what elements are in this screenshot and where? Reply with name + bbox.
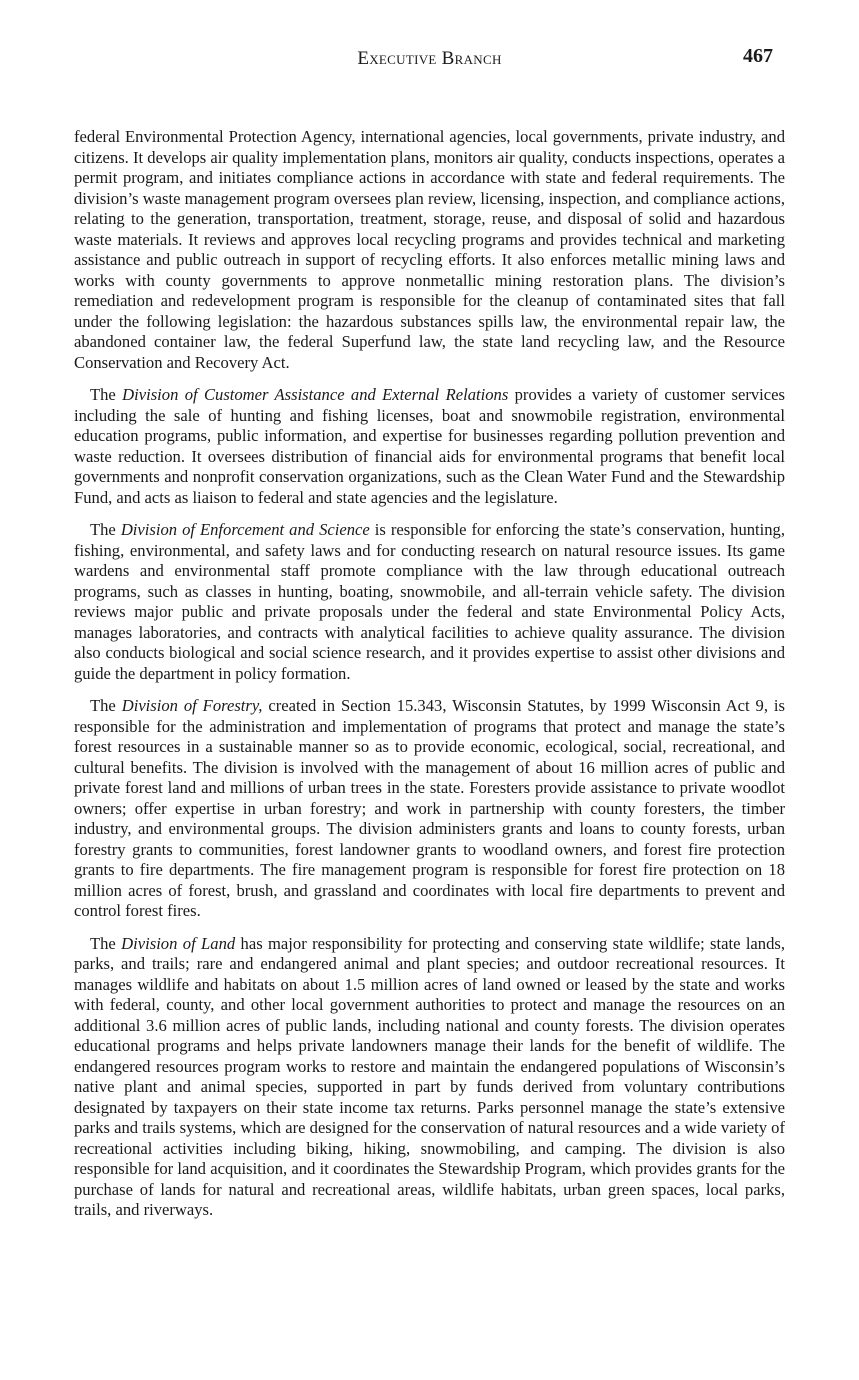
body-text [74,127,785,1233]
paragraph-text: created in Section 15.343, Wisconsin Statutes, by 1999 Wisconsin Act 9, is responsible for the administration and implementation of programs that protect and manage the state’s forest resources in a sustainable manner so as to provide economic, ecological, social, recreational, and cultural benefits. The division is involved with the management of about 16 million acres of public and private forest land and millions of urban trees in the state. Foresters provide assistance to private woodlot owners; offer expertise in urban forestry; and work in partnership with county foresters, the timber industry, and environmental groups. The division administers grants and loans to county forests, urban forestry grants to communities, forest landowner grants to woodland owners, and forest fire protection grants to fire departments. The fire management program is responsible for forest fire protection on 18 million acres of forest, brush, and grassland and coordinates with local fire departments to prevent and control forest fires. [74,696,785,920]
paragraph-lead: The [90,696,122,715]
paragraph-lead: The [90,520,121,539]
division-name: Division of Enforcement and Science [120,520,370,539]
paragraph-text: is responsible for enforcing the state’s conservation, hunting, fishing, environmental, and safety laws and for conducting research on natural resource issues. Its game wardens and environmental staff promote compliance with the law through educational outreach programs, such as classes in hunting, boating, snowmobile, and all-terrain vehicle safety. The division reviews major public and private proposals under the federal and state Environmental Policy Acts, manages laboratories, and contracts with analytical facilities to achieve quality assurance. The division also conducts biological and social science research, and it provides expertise to assist other divisions and guide the department in policy formation. [74,520,786,683]
paragraph-lead: The [90,385,123,404]
running-head [0,45,859,72]
paragraph-text: provides a variety of customer services including the sale of hunting and fishing licenses, boat and snowmobile registration, environmental education programs, public information, and expertise for businesses regarding pollution prevention and waste reduction. It oversees distribution of financial aids for environmental programs that benefit local governments and nonprofit conservation organizations, such as the Clean Water Fund and the Stewardship Fund, and acts as liaison to federal and state agencies and the legislature. [74,385,785,507]
paragraph-text: has major responsibility for protecting and conserving state wildlife; state lands, parks, and trails; rare and endangered animal and plant species; and outdoor recreational resources. It manages wildlife and habitats on about 1.5 million acres of land owned or leased by the state and works with federal, county, and other local government authorities to protect and manage the resources on an additional 3.6 million acres of public lands, including national and county forests. The division operates educational programs and helps private landowners manage their lands for the benefit of wildlife. The endangered resources program works to restore and maintain the endangered populations of Wisconsin’s native plant and animal species, supported in part by funds derived from voluntary contributions designated by taxpayers on their state income tax returns. Parks personnel manage the state’s extensive parks and trails systems, which are designed for the conservation of natural resources and a wide variety of recreational activities including biking, hiking, snowmobiling, and camping. The division is also responsible for land acquisition, and it coordinates the Stewardship Program, which provides grants for the purchase of lands for natural and recreational areas, wildlife habitats, urban green spaces, local parks, trails, and riverways. [74,933,785,1219]
paragraph-land [74,934,785,1221]
paragraph-enforcement-science [74,520,785,684]
division-name: Division of Customer Assistance and External Relations [122,385,509,404]
division-name: Division of Forestry, [121,696,263,715]
division-name: Division of Land [121,933,236,953]
page-number: 467 [743,45,773,67]
paragraph-lead: The [90,933,122,953]
paragraph-customer-assistance [74,385,785,508]
paragraph-text: federal Environmental Protection Agency, international agencies, local governments, private industry, and citizens. It develops air quality implementation plans, monitors air quality, conducts inspections, operates a permit program, and initiates compliance actions in accordance with state and federal requirements. The division’s waste management program oversees plan review, licensing, inspection, and compliance actions, relating to the generation, transportation, treatment, storage, reuse, and disposal of solid and hazardous waste materials. It reviews and approves local recycling programs and provides technical and marketing assistance and public outreach in support of recycling efforts. It also enforces metallic mining laws and works with county governments to approve nonmetallic mining restoration plans. The division’s remediation and redevelopment program is responsible for the cleanup of contaminated sites that fall under the following legislation: the hazardous substances spills law, the environmental repair law, the abandoned container law, the federal Superfund law, the state land recycling law, and the Resource Conservation and Recovery Act. [74,127,785,372]
paragraph-air-waste-continuation [74,127,785,373]
paragraph-forestry [74,696,785,922]
running-title: Executive Branch [357,48,502,69]
